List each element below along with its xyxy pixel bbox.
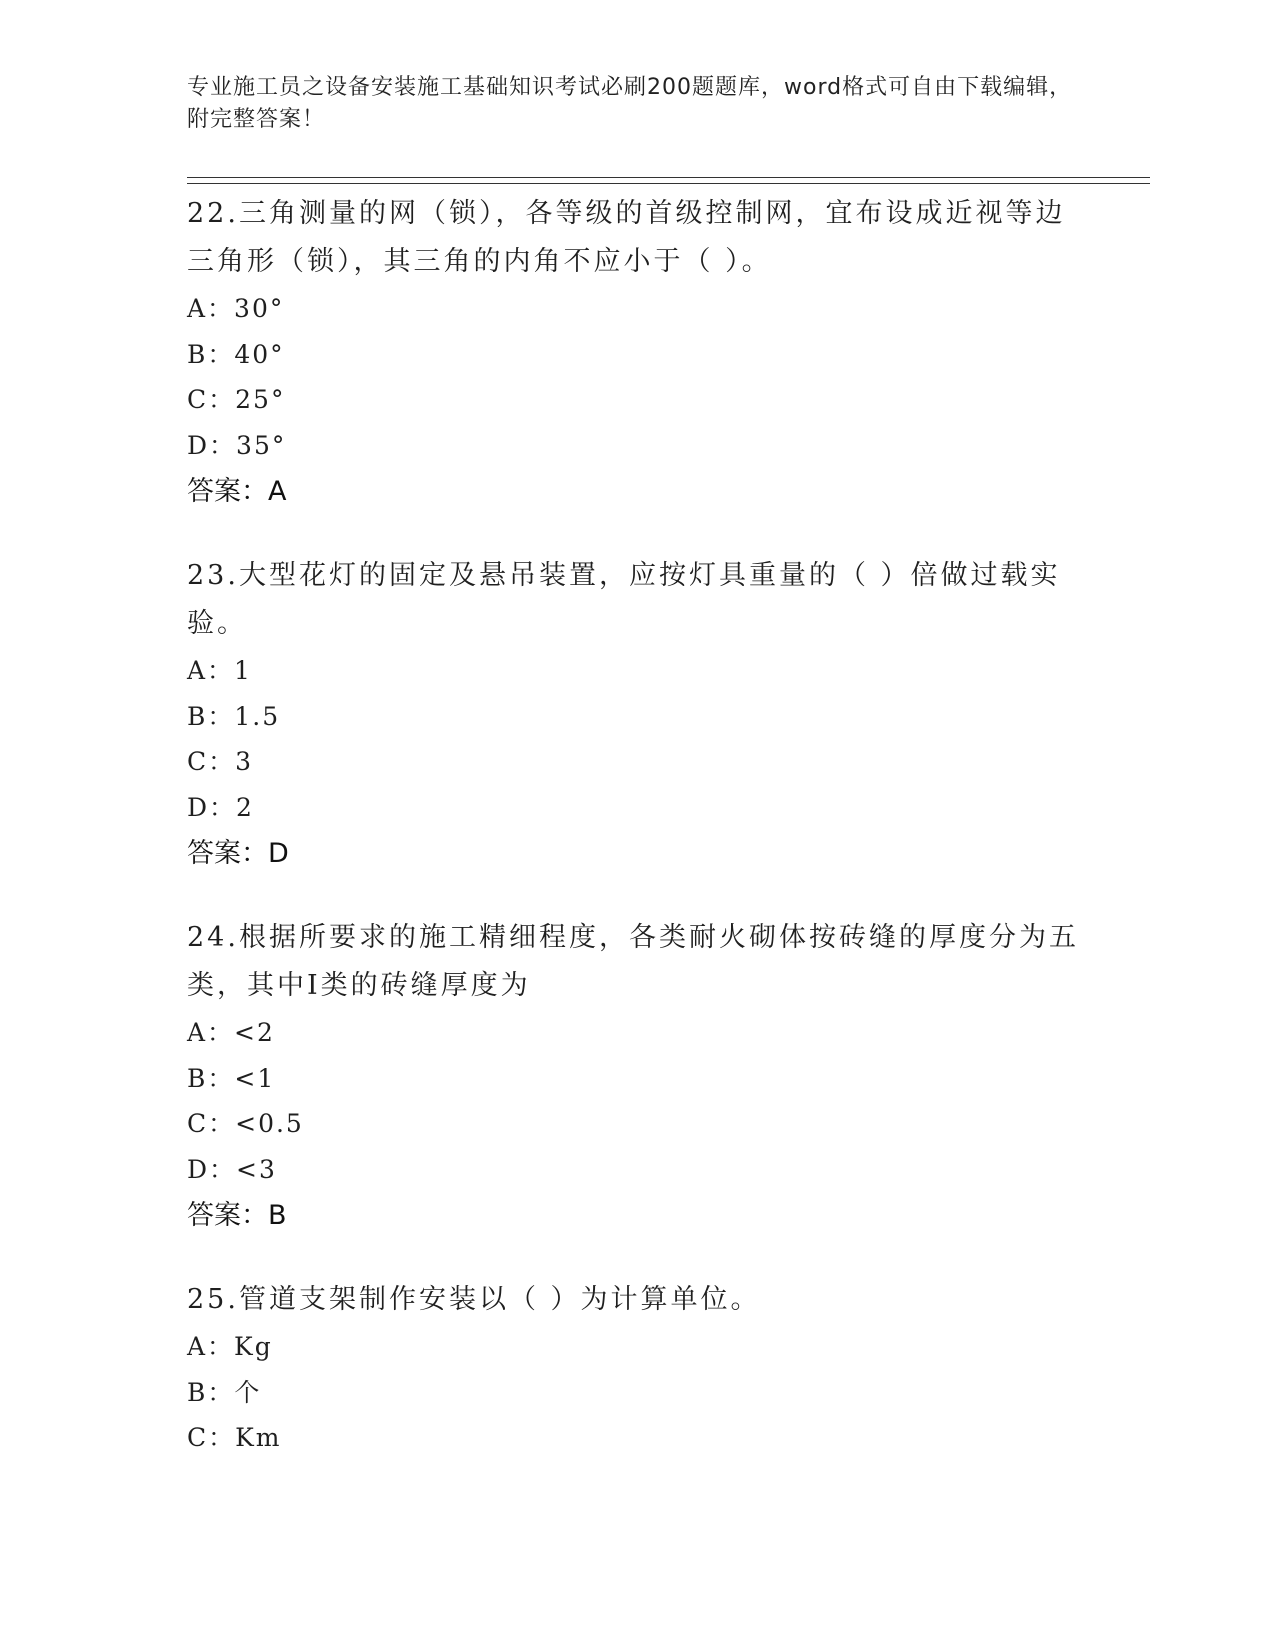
question-25 xyxy=(187,1276,1087,1461)
option-b: B：40° xyxy=(187,339,285,369)
header-divider-bottom xyxy=(187,183,1150,184)
question-text: 22.三角测量的网（锁），各等级的首级控制网，宜布设成近视等边三角形（锁），其三角的内角不应小于（ ）。 xyxy=(187,198,1066,277)
header-divider-top xyxy=(187,177,1150,178)
option-a: A：1 xyxy=(187,656,252,685)
option-a: A：30° xyxy=(187,294,285,323)
answer-label: 答案：B xyxy=(187,1200,287,1231)
question-text: 25.管道支架制作安装以（ ）为计算单位。 xyxy=(187,1284,761,1315)
option-d: D：35° xyxy=(187,430,287,460)
question-list xyxy=(187,190,1087,1499)
option-b: B：个 xyxy=(187,1377,262,1407)
option-b: B：<1 xyxy=(187,1063,276,1093)
option-c: C：Km xyxy=(187,1423,282,1452)
question-text: 23.大型花灯的固定及悬吊装置，应按灯具重量的（ ）倍做过载实验。 xyxy=(187,560,1061,639)
option-c: C：<0.5 xyxy=(187,1109,304,1138)
question-24 xyxy=(187,914,1087,1238)
question-text: 24.根据所要求的施工精细程度，各类耐火砌体按砖缝的厚度分为五类，其中Ⅰ类的砖缝厚度为 xyxy=(187,922,1079,1001)
question-23 xyxy=(187,552,1087,876)
option-c: C：25° xyxy=(187,385,286,414)
option-b: B：1.5 xyxy=(187,701,281,731)
option-d: D：2 xyxy=(187,792,254,822)
option-a: A：<2 xyxy=(187,1018,275,1047)
answer-label: 答案：A xyxy=(187,476,287,507)
option-a: A：Kg xyxy=(187,1332,273,1361)
option-d: D：<3 xyxy=(187,1154,277,1184)
question-22 xyxy=(187,190,1087,514)
option-c: C：3 xyxy=(187,747,254,776)
document-header: 专业施工员之设备安装施工基础知识考试必刷200题题库，word格式可自由下载编辑，附完整答案！ xyxy=(187,75,1073,132)
answer-label: 答案：D xyxy=(187,838,289,869)
